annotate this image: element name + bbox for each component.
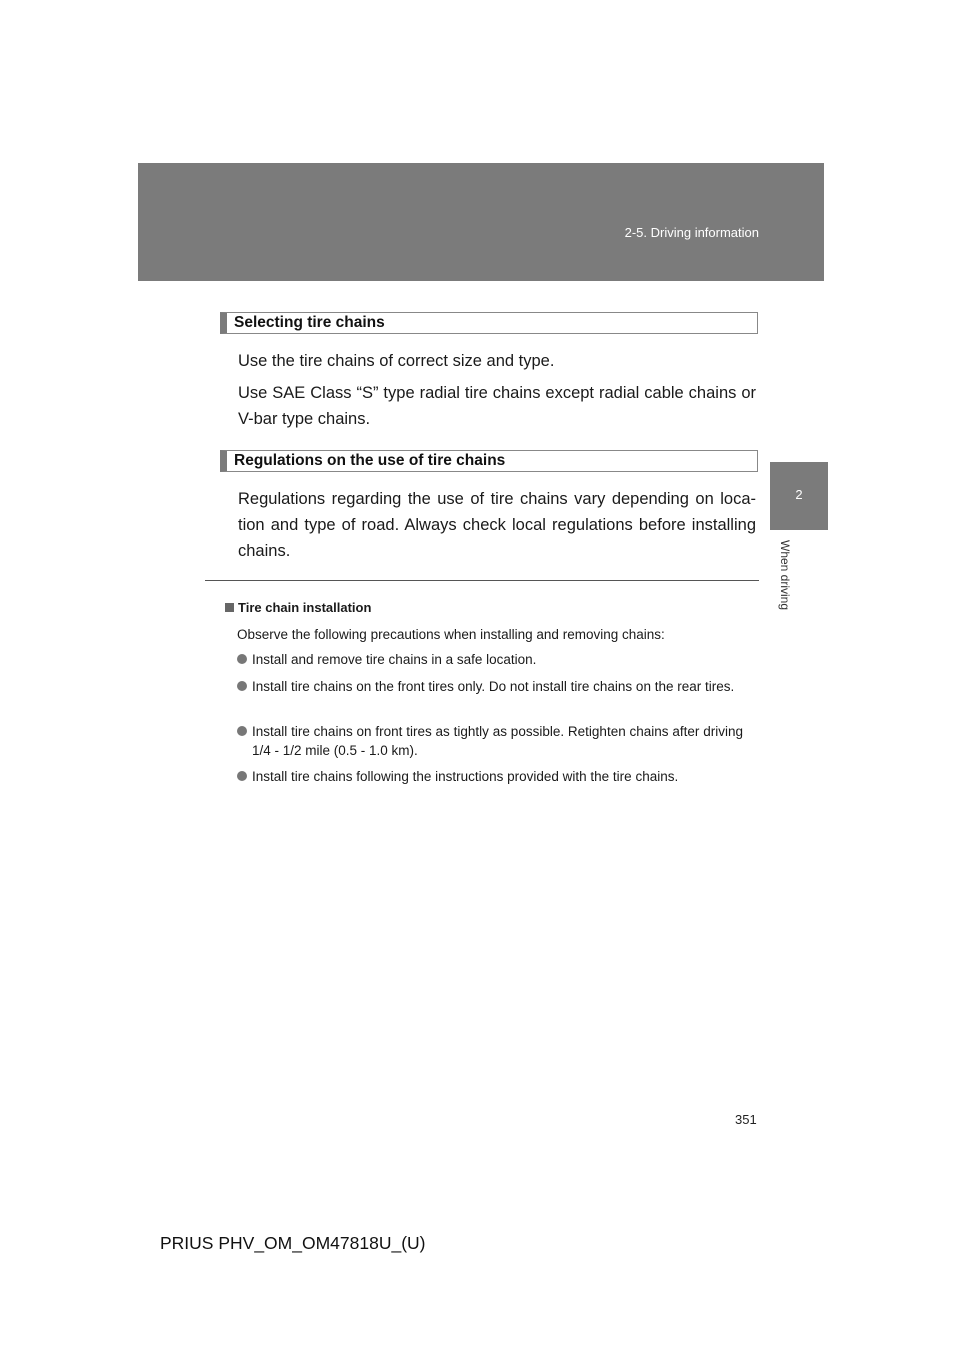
list-item [237,677,743,696]
note-title-text: Tire chain installation [238,600,372,615]
header-band [138,163,824,281]
heading-regulations: Regulations on the use of tire chains [220,450,758,472]
heading-selecting-tire-chains: Selecting tire chains [220,312,758,334]
list-item-text: Install tire chains following the instructions provided with the tire chains. [252,769,679,784]
list-item [237,767,743,786]
section-label: 2-5. Driving information [624,225,759,240]
body-paragraph: Regulations regarding the use of tire chains vary depending on loca-tion and type of road. Always check local regulations before installing chains. [238,490,756,560]
list-item-text: Install tire chains on front tires as tightly as possible. Retighten chains after driving 1/4 - 1/2 mile (0.5 - 1.0 km). [252,724,743,758]
page-number: 351 [735,1112,757,1127]
list-item-text: Install and remove tire chains in a safe location. [252,652,537,667]
body-paragraph: Use SAE Class “S” type radial tire chains except radial cable chains or V-bar type chains. [238,384,756,428]
note-intro: Observe the following precautions when installing and removing chains: [237,627,665,642]
chapter-number: 2 [795,487,803,502]
note-title [225,600,371,615]
bullet-dot-icon [237,771,247,781]
list-item-text: Install tire chains on the front tires only. Do not install tire chains on the rear tires. [252,679,735,694]
list-item [237,722,743,760]
list-item [237,650,743,669]
bullet-dot-icon [237,654,247,664]
chapter-label: When driving [778,540,792,611]
chapter-tab [770,462,828,530]
bullet-dot-icon [237,681,247,691]
section-divider [205,580,759,581]
square-bullet-icon [225,603,234,612]
bullet-dot-icon [237,726,247,736]
footer-document-code: PRIUS PHV_OM_OM47818U_(U) [160,1233,426,1253]
body-paragraph: Use the tire chains of correct size and type. [238,352,555,370]
